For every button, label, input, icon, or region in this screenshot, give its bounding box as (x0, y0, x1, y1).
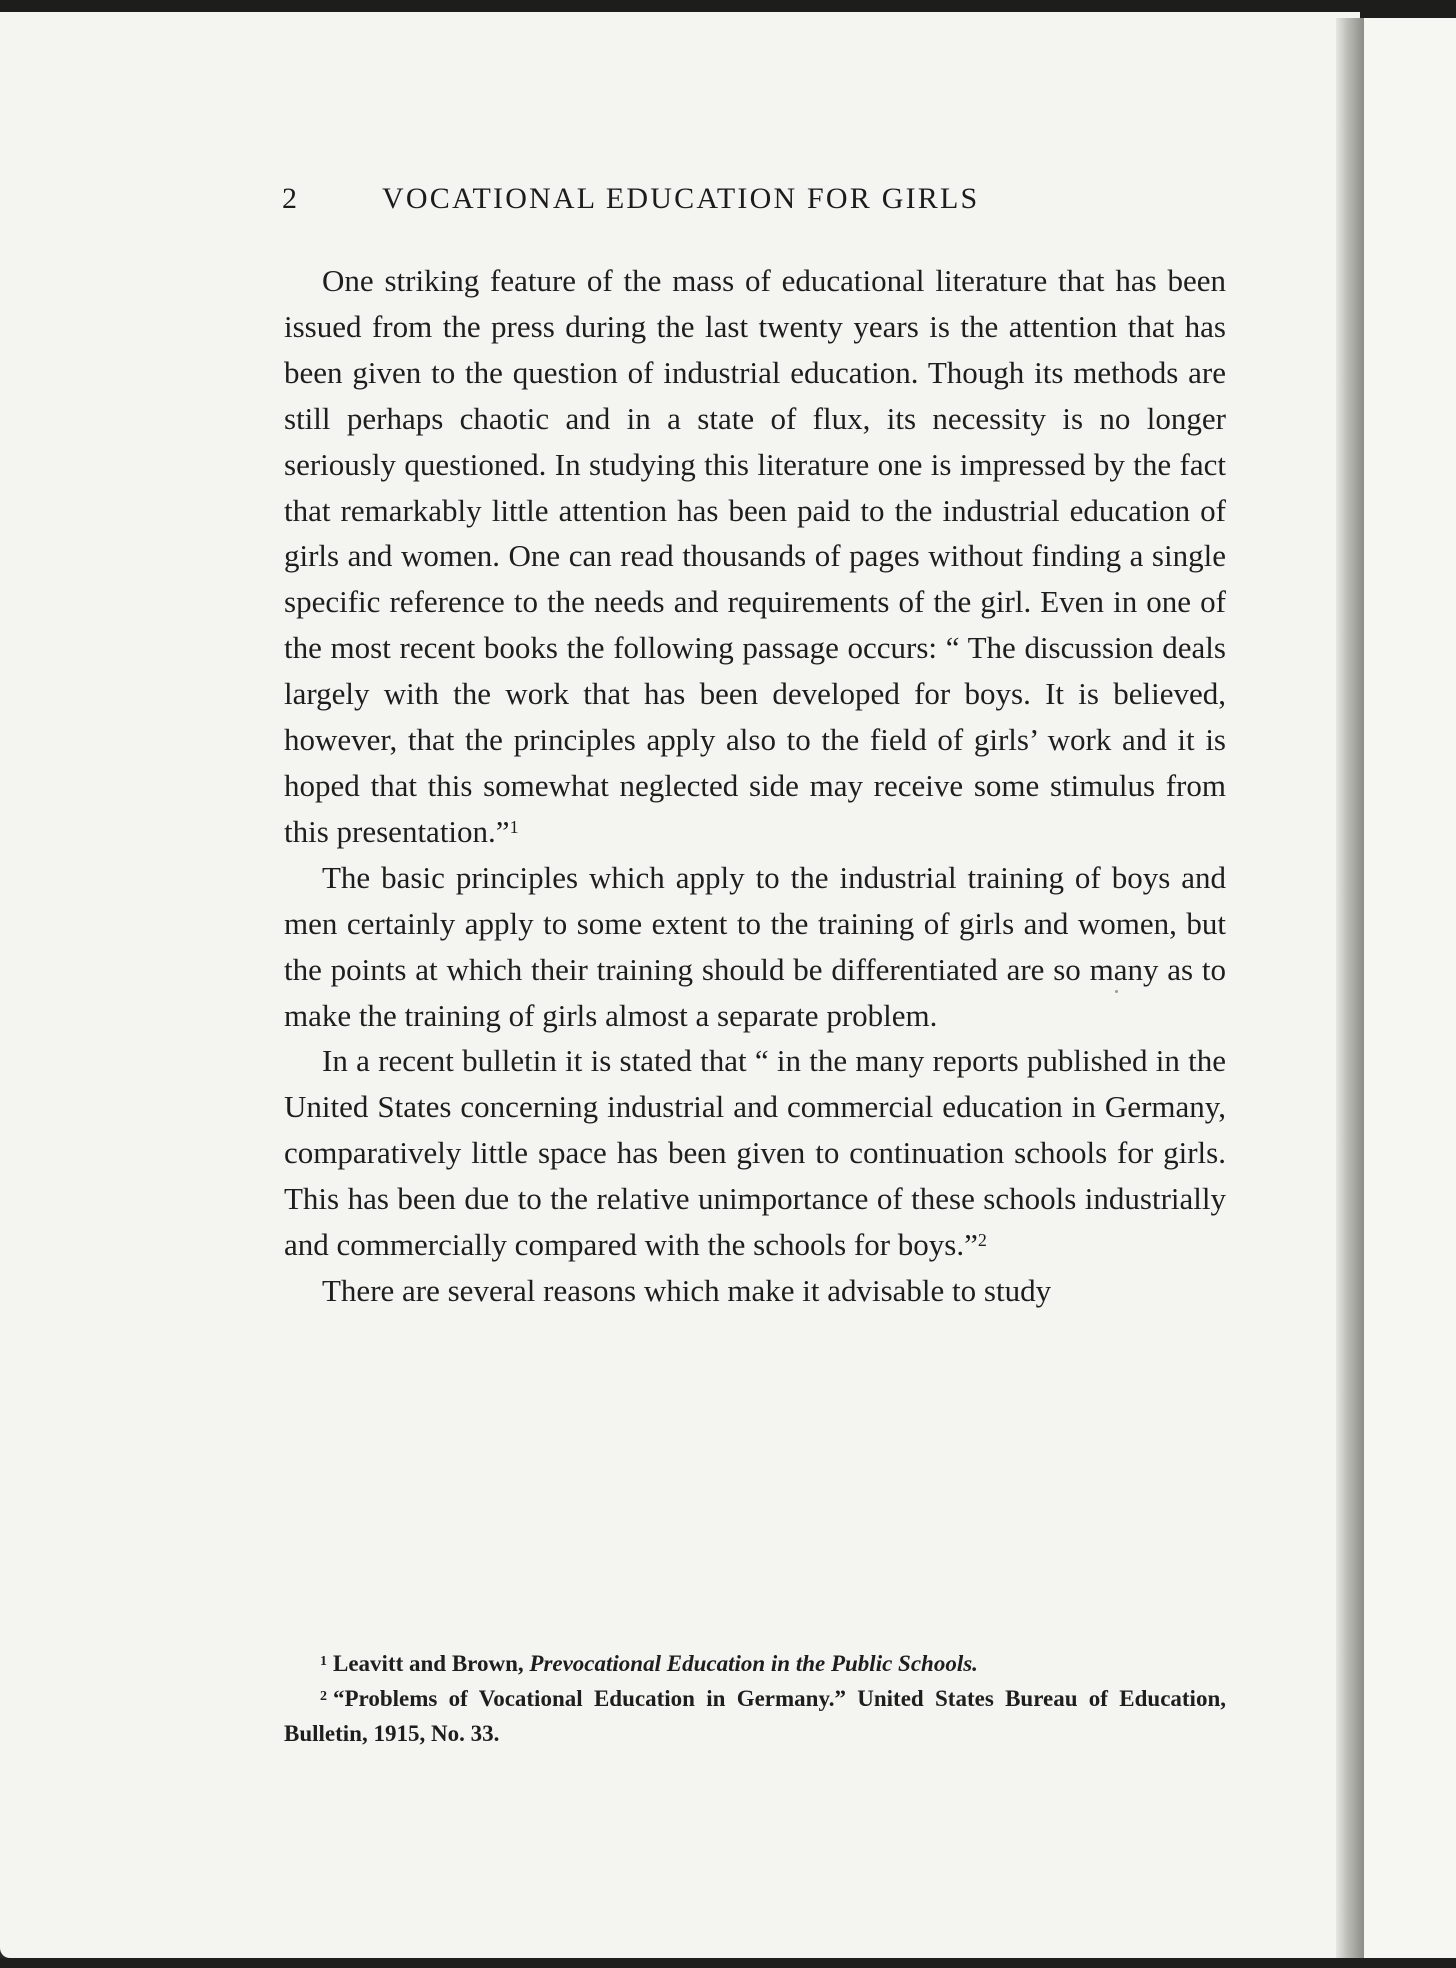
paragraph-2: The basic principles which apply to the industrial training of boys and men certainly apply to some extent to the training of girls and women, but the points at which their training should be differentiated are so many as to make the training of girls almost a separate problem. (284, 859, 1226, 1033)
footnote-2-marker: 2 (320, 1689, 327, 1704)
running-head (282, 182, 1222, 216)
footnote-1-marker: 1 (320, 1654, 327, 1669)
paragraph-3-text: In a recent bulletin it is stated that “ in the many reports published in the United States concerning industrial and commercial education in Germany, comparatively little space has been given to continuation schools for girls. This has been due to the relative unimportance of these schools industrially and commercially compared with the schools for boys.” (284, 1043, 1226, 1263)
page-gutter-shadow (1336, 18, 1364, 1958)
paragraph-4: There are several reasons which make it advisable to study (322, 1272, 1052, 1308)
footnote-ref-1: 1 (509, 816, 519, 837)
footnote-1-title: Prevocational Education in the Public Schools. (529, 1651, 978, 1676)
running-head-title: VOCATIONAL EDUCATION FOR GIRLS (382, 182, 980, 215)
scan-bottom-edge (0, 1958, 1456, 1968)
page-number: 2 (282, 182, 300, 215)
scan-speck (1115, 990, 1118, 993)
footnote-1 (284, 1646, 1226, 1681)
body-text (284, 258, 1226, 1314)
footnote-2-text: “Problems of Vocational Education in Germany.” United States Bureau of Education, Bulletin, 1915, No. 33. (284, 1686, 1226, 1746)
footnotes (284, 1646, 1226, 1751)
footnote-1-authors: Leavitt and Brown, (333, 1651, 524, 1676)
paragraph-3 (284, 1038, 1226, 1268)
facing-page-edge (1364, 18, 1456, 1968)
paragraph-1 (284, 258, 1226, 855)
paragraph-1-text: One striking feature of the mass of educational literature that has been issued from the press during the last twenty years is the attention that has been given to the question of industrial education. Though its methods are still perhaps chaotic and in a state of flux, its necessity is no longer seriously questioned. In studying this literature one is impressed by the fact that remarkably little attention has been paid to the industrial education of girls and women. One can read thousands of pages without finding a single specific reference to the needs and requirements of the girl. Even in one of the most recent books the following passage occurs: “ The discussion deals largely with the work that has been developed for boys. It is believed, however, that the principles apply also to the field of girls’ work and it is hoped that this somewhat neglected side may receive some stimulus from this presentation.” (284, 263, 1226, 849)
footnote-2 (284, 1681, 1226, 1751)
footnote-ref-2: 2 (977, 1230, 987, 1251)
